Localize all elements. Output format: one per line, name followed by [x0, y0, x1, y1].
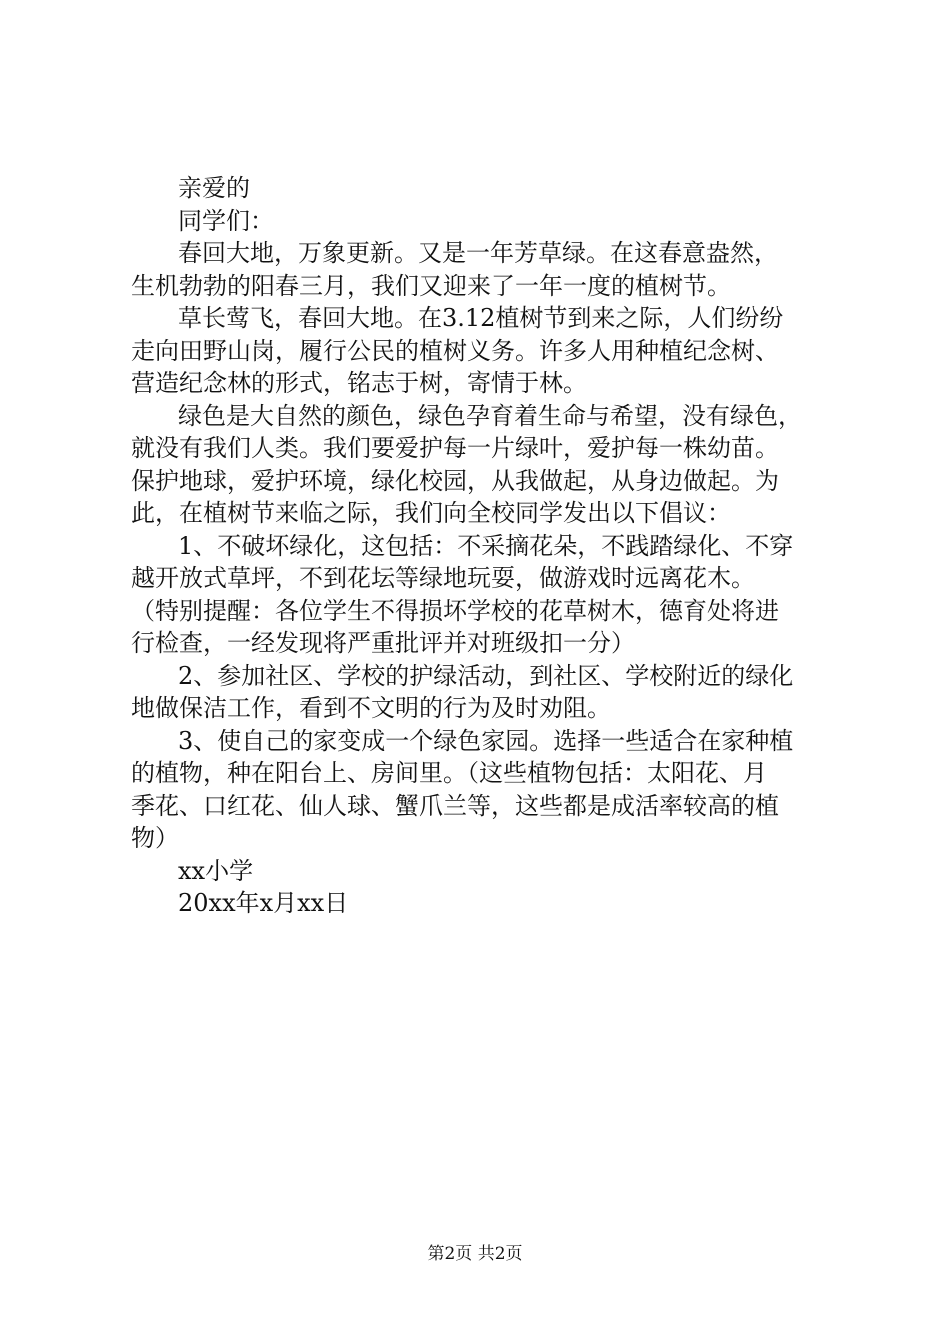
item-3-line-3: 季花、口红花、仙人球、蟹爪兰等，这些都是成活率较高的植 [131, 791, 779, 820]
document-body [131, 172, 831, 920]
item-1-line-4: 行检查，一经发现将严重批评并对班级扣一分） [131, 629, 635, 657]
item-3-line-2: 的植物，种在阳台上、房间里。（这些植物包括：太阳花、月 [131, 759, 767, 787]
item-1-line-2: 越开放式草坪，不到花坛等绿地玩耍，做游戏时远离花木。 [131, 564, 755, 592]
salutation-line-2: 同学们： [178, 206, 274, 235]
item-2-line-2: 地做保洁工作，看到不文明的行为及时劝阻。 [131, 694, 611, 722]
paragraph-1-line-2: 生机勃勃的阳春三月，我们又迎来了一年一度的植树节。 [131, 271, 731, 300]
paragraph-3-line-1: 绿色是大自然的颜色，绿色孕育着生命与希望，没有绿色， [178, 401, 802, 430]
item-3-line-1: 3、使自己的家变成一个绿色家园。选择一些适合在家种植 [178, 726, 794, 755]
item-3-line-4: 物） [131, 824, 179, 852]
page-number-footer: 第2页 共2页 [427, 1244, 523, 1264]
paragraph-3-line-4: 此，在植树节来临之际，我们向全校同学发出以下倡议： [131, 499, 731, 527]
paragraph-3-line-3: 保护地球，爱护环境，绿化校园，从我做起，从身边做起。为 [131, 466, 779, 495]
item-1-line-3: （特别提醒：各位学生不得损坏学校的花草树木，德育处将进 [131, 596, 779, 625]
signature-date: 20xx年x月xx日 [178, 889, 349, 917]
item-1-line-1: 1、不破坏绿化，这包括：不采摘花朵，不践踏绿化、不穿 [178, 531, 794, 560]
paragraph-2-line-3: 营造纪念林的形式，铭志于树，寄情于林。 [131, 369, 587, 397]
paragraph-1-line-1: 春回大地，万象更新。又是一年芳草绿。在这春意盎然， [178, 239, 778, 267]
paragraph-3-line-2: 就没有我们人类。我们要爱护每一片绿叶，爱护每一株幼苗。 [131, 434, 779, 462]
salutation-line-1: 亲爱的 [178, 174, 250, 202]
item-2-line-1: 2、参加社区、学校的护绿活动，到社区、学校附近的绿化 [178, 661, 794, 690]
paragraph-2-line-1: 草长莺飞，春回大地。在3.12植树节到来之际，人们纷纷 [178, 304, 784, 332]
paragraph-2-line-2: 走向田野山岗，履行公民的植树义务。许多人用种植纪念树、 [131, 336, 779, 365]
signature-school: xx小学 [178, 856, 254, 885]
